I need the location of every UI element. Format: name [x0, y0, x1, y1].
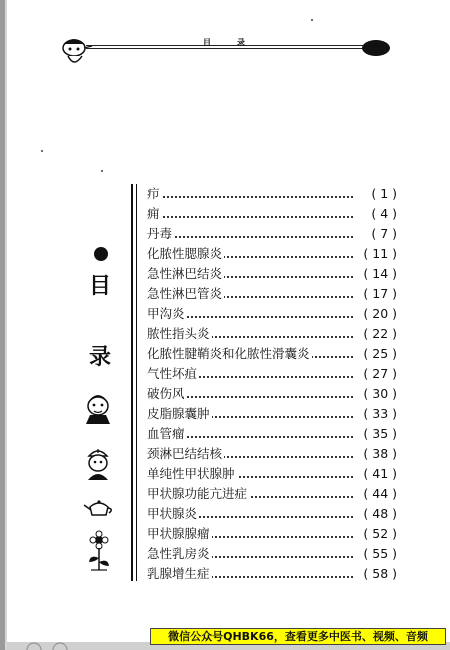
toc-entry-title: 化脓性腮腺炎: [147, 244, 224, 264]
toc-entry-title: 颈淋巴结结核: [147, 444, 224, 464]
toc-entry: [147, 384, 397, 404]
toc-entry-page: ( 7 ): [355, 224, 397, 244]
toc-entry-title: 痈: [147, 204, 162, 224]
toc-entry-page: ( 38 ): [355, 444, 397, 464]
toc-entry-page: ( 55 ): [355, 544, 397, 564]
toc-entry-title: 破伤风: [147, 384, 187, 404]
toc-entry-title: 甲沟炎: [147, 304, 187, 324]
toc-entry-title: 丹毒: [147, 224, 174, 244]
cartoon-head-icon: [58, 34, 94, 70]
cartoon-man-icon: [82, 388, 114, 424]
toc-entry-page: ( 27 ): [355, 364, 397, 384]
toc-entry: [147, 264, 397, 284]
toc-entry: [147, 304, 397, 324]
toc-entry-title: 甲状腺功能亢进症: [147, 484, 249, 504]
toc-entry-page: ( 20 ): [355, 304, 397, 324]
toc-entry-title: 皮脂腺囊肿: [147, 404, 212, 424]
toc-entry: [147, 564, 397, 584]
toc-entry-title: 急性淋巴管炎: [147, 284, 224, 304]
toc-entry: [147, 204, 397, 224]
toc-entry-title: 急性乳房炎: [147, 544, 212, 564]
header-rule-bottom: [86, 48, 376, 49]
toc-entry-page: ( 33 ): [355, 404, 397, 424]
toc-entry-page: ( 1 ): [355, 184, 397, 204]
toc-entry-title: 疖: [147, 184, 162, 204]
toc-entry-page: ( 14 ): [355, 264, 397, 284]
toc-entry-title: 血管瘤: [147, 424, 187, 444]
toc-entry-page: ( 22 ): [355, 324, 397, 344]
footer-banner: 微信公众号QHBK66，查看更多中医书、视频、音频: [150, 628, 446, 645]
toc-entry: [147, 344, 397, 364]
toc-entry: [147, 184, 397, 204]
toc-entry: [147, 244, 397, 264]
toc-leader-dots: [147, 230, 353, 238]
flower-icon: [86, 530, 112, 572]
header-rule-top: [86, 45, 376, 46]
toc-leader-dots: [147, 210, 353, 218]
teapot-icon: [82, 497, 116, 519]
toc-entry: [147, 224, 397, 244]
header-title-char-1: 目: [203, 38, 211, 47]
toc-entry-title: 急性淋巴结炎: [147, 264, 224, 284]
toc-entry: [147, 504, 397, 524]
toc-entry-title: 甲状腺炎: [147, 504, 199, 524]
toc-entry-page: ( 30 ): [355, 384, 397, 404]
toc-entry: [147, 284, 397, 304]
header-title-char-2: 录: [237, 38, 245, 47]
toc-entry-title: 化脓性腱鞘炎和化脓性滑囊炎: [147, 344, 312, 364]
toc-entry: [147, 444, 397, 464]
toc-leader-dots: [147, 190, 353, 198]
toc-entry: [147, 464, 397, 484]
toc-entry: [147, 484, 397, 504]
side-title-char-1: 目: [89, 274, 112, 299]
toc-rule-thick: [131, 184, 133, 581]
toc-entry-title: 乳腺增生症: [147, 564, 212, 584]
toc-entry: [147, 544, 397, 564]
header-oval-ornament: [362, 40, 390, 56]
toc-entry-page: ( 25 ): [355, 344, 397, 364]
speck: [311, 19, 313, 21]
toc-entry-page: ( 4 ): [355, 204, 397, 224]
side-title-char-2: 录: [89, 345, 112, 370]
toc-entry-page: ( 44 ): [355, 484, 397, 504]
toc-entry: [147, 404, 397, 424]
toc-entry-title: 单纯性甲状腺肿: [147, 464, 237, 484]
toc-entry-page: ( 17 ): [355, 284, 397, 304]
page-left-shadow-inner: [5, 0, 7, 650]
cartoon-nurse-icon: [84, 446, 112, 480]
bullet-dot: [94, 247, 108, 261]
speck: [41, 150, 43, 152]
toc-entry-page: ( 58 ): [355, 564, 397, 584]
toc-entry-title: 甲状腺腺瘤: [147, 524, 212, 544]
toc-entry-page: ( 11 ): [355, 244, 397, 264]
toc-entry: [147, 364, 397, 384]
toc-entry: [147, 424, 397, 444]
toc-entry-page: ( 35 ): [355, 424, 397, 444]
toc-entry: [147, 524, 397, 544]
toc-entry-title: 脓性指头炎: [147, 324, 212, 344]
toc-entry-page: ( 52 ): [355, 524, 397, 544]
bottom-circle-marks: [20, 641, 100, 650]
toc-entry-page: ( 41 ): [355, 464, 397, 484]
toc-entry-title: 气性坏疽: [147, 364, 199, 384]
toc-entry: [147, 324, 397, 344]
toc-entry-page: ( 48 ): [355, 504, 397, 524]
toc-rule-thin: [136, 184, 137, 581]
speck: [101, 170, 103, 172]
